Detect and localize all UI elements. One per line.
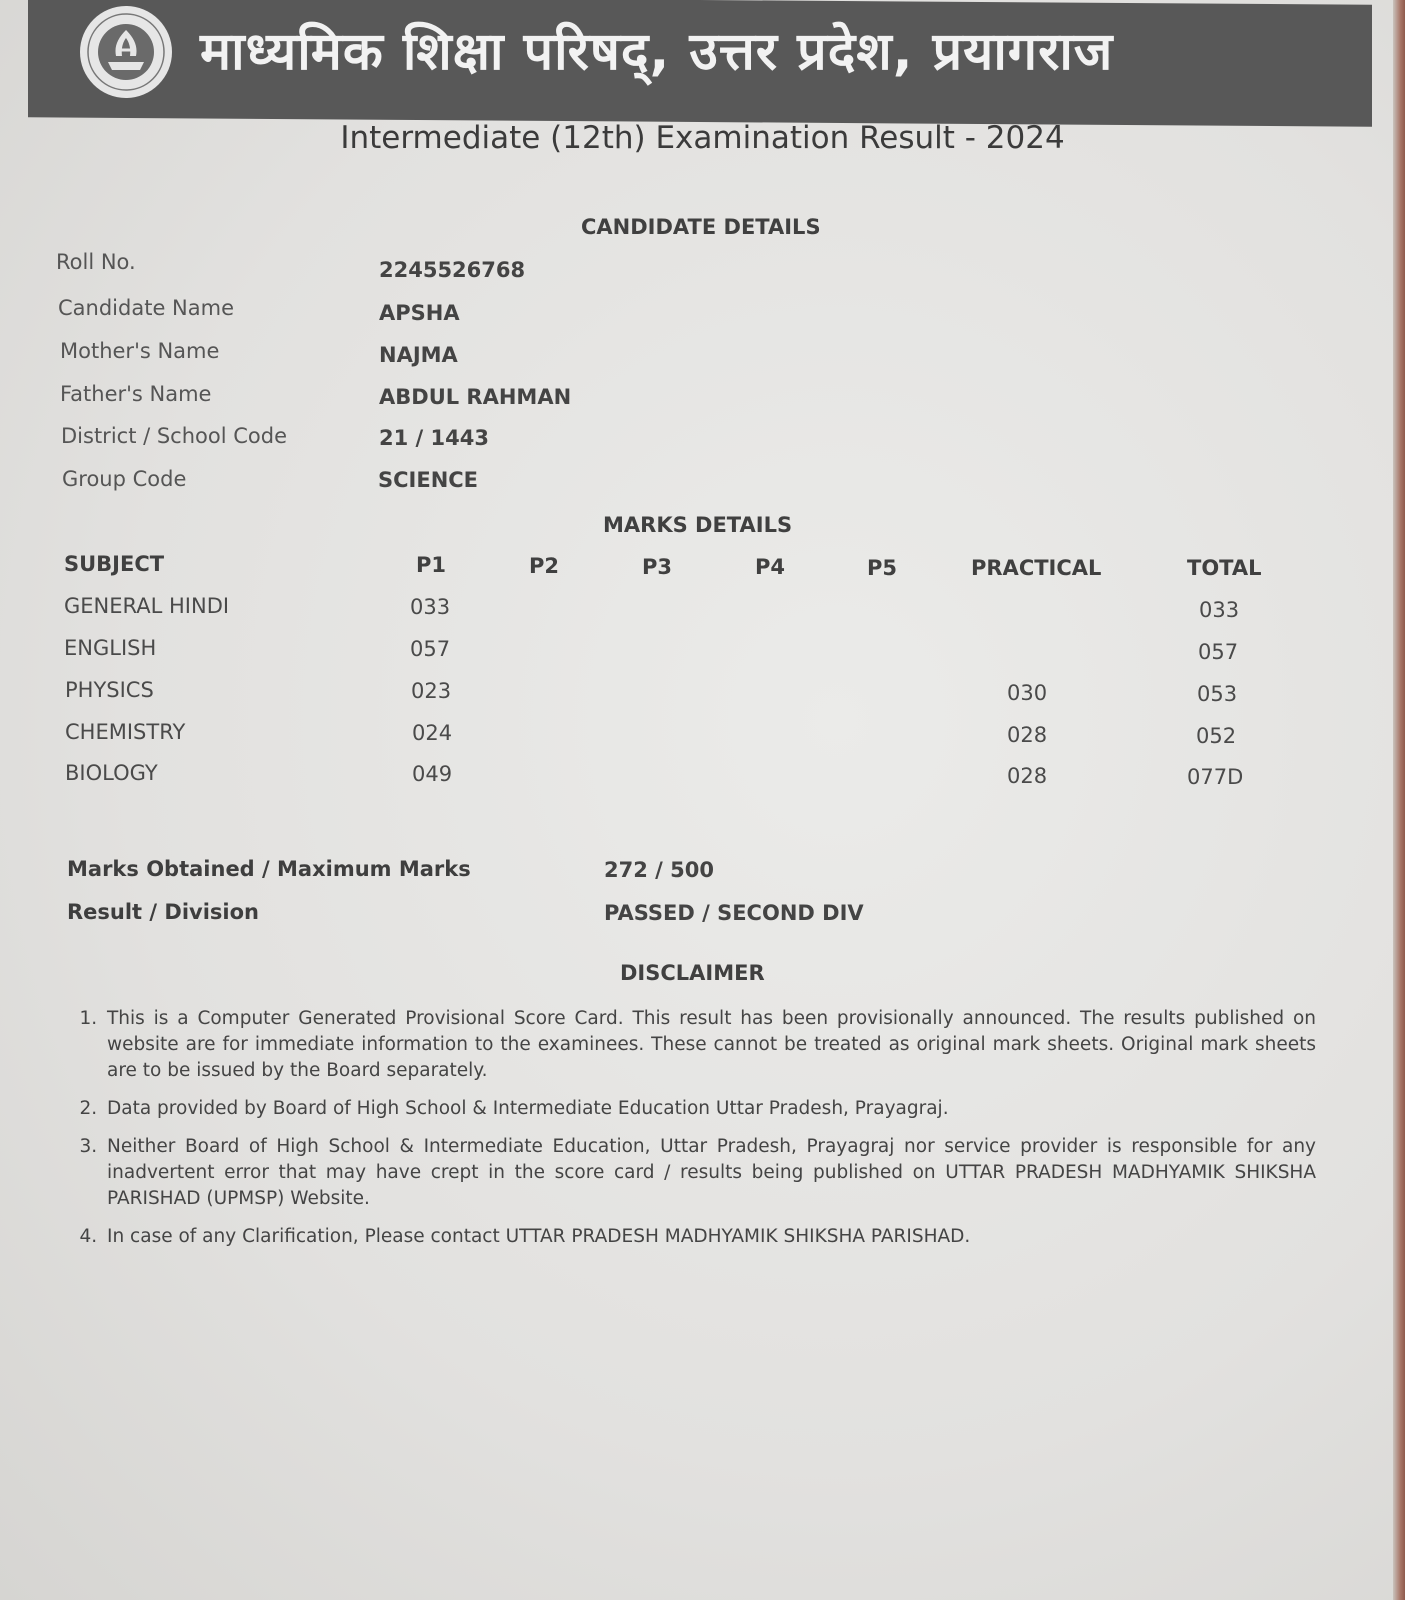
up-government-emblem-icon [78, 4, 174, 100]
col-p1: P1 [416, 553, 447, 577]
table-row-subject: GENERAL HINDI [64, 594, 230, 618]
board-name: माध्यमिक शिक्षा परिषद्, उत्तर प्रदेश, प्रयागराज [200, 22, 1114, 82]
group-code-value: SCIENCE [378, 468, 479, 492]
table-row-total: 053 [1197, 682, 1238, 706]
table-row-p1: 023 [411, 679, 452, 703]
table-row-subject: CHEMISTRY [65, 720, 186, 744]
candidate-details-heading: CANDIDATE DETAILS [581, 215, 821, 239]
table-row-p1: 024 [412, 721, 453, 745]
table-row-practical: 028 [1007, 764, 1048, 788]
disclaimer-list [76, 1006, 1316, 1262]
table-row-practical: 030 [1007, 681, 1048, 705]
table-row-total: 033 [1199, 598, 1240, 622]
roll-no-value: 2245526768 [379, 258, 526, 282]
col-total: TOTAL [1187, 556, 1262, 580]
col-p3: P3 [642, 555, 673, 579]
father-name-value: ABDUL RAHMAN [379, 385, 572, 409]
result-division-value: PASSED / SECOND DIV [604, 901, 864, 925]
disclaimer-item: 2. Data provided by Board of High School & Intermediate Education Uttar Pradesh, Prayagraj. [103, 1096, 1316, 1122]
table-row-total: 052 [1196, 724, 1237, 748]
table-row-practical: 028 [1007, 723, 1048, 747]
col-p2: P2 [529, 554, 560, 578]
disclaimer-item: 1. This is a Computer Generated Provisional Score Card. This result has been provisionally announced. The results published on website are for immediate information to the examinees. These cannot be treated as original mark sheets. Original mark sheets are to be issued by the Board separately. [103, 1006, 1316, 1084]
table-row-total: 077D [1187, 765, 1244, 789]
father-name-label: Father's Name [60, 382, 212, 406]
mother-name-label: Mother's Name [60, 339, 220, 363]
col-p5: P5 [867, 556, 898, 580]
col-subject: SUBJECT [64, 552, 165, 576]
candidate-name-label: Candidate Name [58, 296, 234, 320]
table-row-p1: 057 [410, 637, 451, 661]
candidate-name-value: APSHA [379, 301, 460, 325]
table-row-subject: ENGLISH [64, 636, 157, 660]
page-title: Intermediate (12th) Examination Result - 2024 [340, 120, 1065, 156]
disclaimer-item: 3. Neither Board of High School & Intermediate Education, Uttar Pradesh, Prayagraj nor service provider is responsible for any inadvertent error that may have crept in the score card / results being published on UTTAR PRADESH MADHYAMIK SHIKSHA PARISHAD (UPMSP) Website. [103, 1134, 1316, 1212]
table-row-total: 057 [1198, 640, 1239, 664]
col-practical: PRACTICAL [971, 556, 1102, 580]
mother-name-value: NAJMA [379, 343, 458, 367]
result-division-label: Result / Division [67, 900, 259, 924]
table-row-subject: BIOLOGY [65, 761, 158, 785]
table-row-p1: 033 [410, 595, 451, 619]
marks-obtained-value: 272 / 500 [604, 858, 714, 882]
district-school-code-label: District / School Code [61, 424, 288, 448]
disclaimer-heading: DISCLAIMER [620, 961, 765, 985]
disclaimer-item: 4. In case of any Clarification, Please contact UTTAR PRADESH MADHYAMIK SHIKSHA PARISHAD. [103, 1224, 1316, 1250]
paper-edge [1393, 0, 1405, 1600]
district-school-code-value: 21 / 1443 [379, 426, 489, 450]
table-row-p1: 049 [412, 762, 453, 786]
col-p4: P4 [755, 555, 786, 579]
group-code-label: Group Code [62, 467, 187, 491]
marks-obtained-label: Marks Obtained / Maximum Marks [67, 857, 471, 881]
roll-no-label: Roll No. [56, 250, 136, 274]
marks-details-heading: MARKS DETAILS [603, 513, 793, 537]
table-row-subject: PHYSICS [65, 678, 154, 702]
